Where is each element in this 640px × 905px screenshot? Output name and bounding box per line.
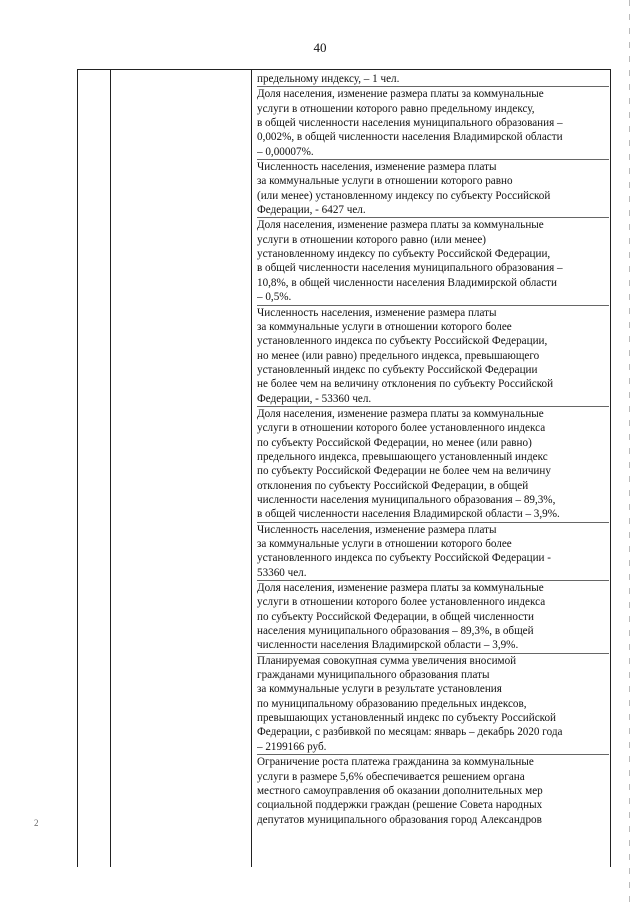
page-number: 40 — [313, 40, 327, 55]
text-line: услуги в размере 5,6% обеспечивается решением органа — [257, 770, 525, 783]
text-line: установленного индекса по субъекту Российской Федерации, — [257, 335, 548, 348]
text-line: по муниципальному образованию предельных индексов, — [257, 697, 527, 710]
text-line: не более чем на величину отклонения по субъекту Российской — [257, 378, 554, 391]
text-line: в общей численности населения муниципального образования – — [257, 117, 563, 130]
text-line: отклонения по субъекту Российской Федерации, в общей — [257, 479, 529, 492]
page-edge-scan-line — [629, 0, 630, 905]
text-line: предельного индекса, превышающего установленный индекс — [257, 450, 548, 463]
text-line: по субъекту Российской Федерации, но менее (или равно) — [257, 436, 532, 449]
document-table — [77, 69, 611, 867]
text-line: услуги в отношении которого равно (или менее) — [257, 233, 487, 246]
text-line: численности населения муниципального образования – 89,3%, — [257, 493, 556, 506]
text-line: Доля населения, изменение размера платы за коммунальные — [257, 217, 609, 232]
text-line: Доля населения, изменение размера платы за коммунальные — [257, 580, 609, 595]
text-line: в общей численности населения Владимирской области – 3,9%. — [257, 508, 560, 521]
text-line: услуги в отношении которого более установленного индекса — [257, 596, 546, 609]
text-line: населения муниципального образования – 89,3%, в общей — [257, 625, 534, 638]
text-line: Численность населения, изменение размера платы — [257, 305, 609, 320]
text-line: гражданами муниципального образования платы — [257, 669, 490, 682]
text-line: депутатов муниципального образования город Александров — [257, 813, 542, 826]
text-line: Ограничение роста платежа гражданина за коммунальные — [257, 754, 609, 769]
text-line: 0,002%, в общей численности населения Владимирской области — [257, 131, 563, 144]
text-line: предельному индексу, – 1 чел. — [257, 73, 400, 85]
text-line: установленный индекс по субъекту Российской Федерации — [257, 363, 538, 376]
text-line: превышающих установленный индекс по субъекту Российской — [257, 712, 557, 725]
text-line: – 0,00007%. — [257, 145, 314, 158]
text-line: за коммунальные услуги в отношении которого более — [257, 320, 512, 333]
text-line: услуги в отношении которого равно предельному индексу, — [257, 102, 535, 115]
margin-mark: 2 — [34, 818, 39, 828]
text-line: Численность населения, изменение размера платы — [257, 159, 609, 174]
column-divider-1 — [110, 70, 111, 867]
text-line: численности населения Владимирской области – 3,9%. — [257, 639, 519, 652]
text-line: 10,8%, в общей численности населения Владимирской области — [257, 276, 558, 289]
text-line: услуги в отношении которого более установленного индекса — [257, 422, 546, 435]
text-line: по субъекту Российской Федерации не более чем на величину — [257, 465, 551, 478]
text-line: по субъекту Российской Федерации, в общей численности — [257, 610, 534, 623]
table-text-cell — [257, 72, 609, 827]
text-line: но менее (или равно) предельного индекса, превышающего — [257, 349, 540, 362]
text-line: за коммунальные услуги в отношении которого более — [257, 538, 512, 550]
text-line: Доля населения, изменение размера платы за коммунальные — [257, 86, 609, 101]
text-line: местного самоуправления об оказании дополнительных мер — [257, 784, 543, 797]
text-line: – 0,5%. — [257, 291, 292, 304]
text-line: Федерации, - 53360 чел. — [257, 392, 372, 405]
text-line: за коммунальные услуги в результате установления — [257, 683, 502, 696]
text-line: за коммунальные услуги в отношении которого равно — [257, 175, 513, 188]
text-line: Федерации, с разбивкой по месяцам: январь – декабрь 2020 года — [257, 726, 563, 739]
text-line: Федерации, - 6427 чел. — [257, 204, 366, 217]
text-line: – 2199166 руб. — [257, 740, 327, 753]
column-divider-2 — [251, 70, 252, 867]
text-line: установленному индексу по субъекту Российской Федерации, — [257, 248, 551, 261]
text-line: (или менее) установленному индексу по субъекту Российской — [257, 189, 551, 202]
text-line: установленного индекса по субъекту Российской Федерации - — [257, 552, 552, 565]
text-line: Численность населения, изменение размера платы — [257, 522, 609, 537]
text-line: 53360 чел. — [257, 566, 307, 579]
text-line: Доля населения, изменение размера платы за коммунальные — [257, 406, 609, 421]
text-line: социальной поддержки граждан (решение Совета народных — [257, 799, 543, 812]
text-line: Планируемая совокупная сумма увеличения вносимой — [257, 653, 609, 668]
text-line: в общей численности населения муниципального образования – — [257, 262, 563, 275]
